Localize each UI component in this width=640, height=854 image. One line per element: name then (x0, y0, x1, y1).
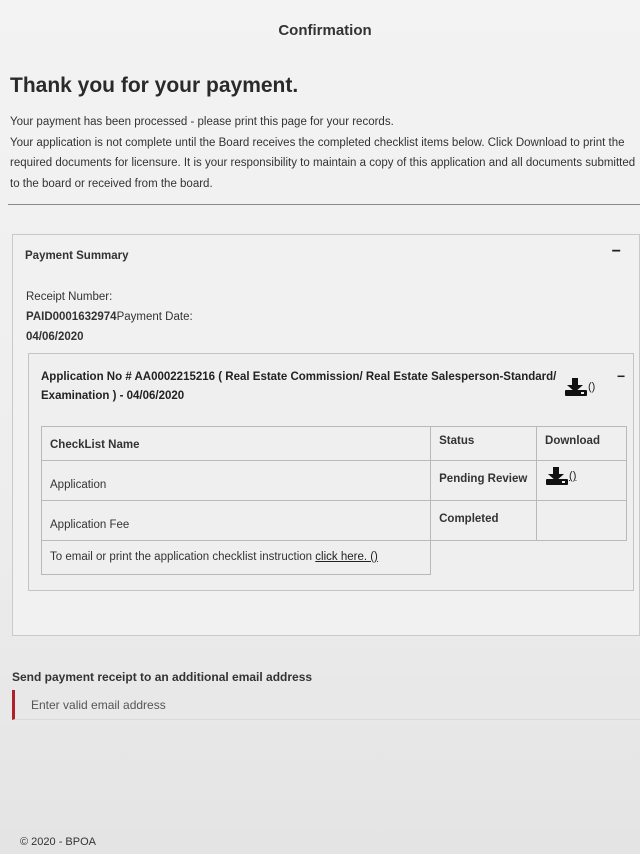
table-row (42, 501, 627, 541)
email-section-title: Send payment receipt to an additional email address (12, 670, 313, 684)
checklist-instruction-link[interactable]: click here. () (315, 551, 378, 563)
intro-line-2: Your application is not complete until the Board receives the completed checklist items below. Click Download to print the required documents for licensure. It is your responsibility to maintain a copy of this application and all documents submitted to the board or received from the board. (10, 136, 636, 190)
application-download[interactable] (564, 378, 595, 396)
column-header-download: Download (537, 427, 627, 461)
checklist-download-cell (537, 501, 627, 541)
collapse-application-icon[interactable]: − (617, 368, 626, 384)
page-header-title: Confirmation (278, 22, 372, 39)
divider (8, 204, 640, 205)
checklist-table (41, 426, 627, 575)
payment-summary-card (12, 234, 640, 636)
receipt-line (26, 311, 193, 323)
payment-date: 04/06/2020 (26, 331, 84, 343)
empty-cell (431, 541, 537, 575)
checklist-note-row (42, 541, 627, 575)
application-download-label: () (588, 380, 596, 393)
checklist-download-link[interactable]: () (569, 470, 577, 483)
receipt-number: PAID0001632974 (26, 311, 117, 323)
checklist-name: Application Fee (42, 501, 431, 541)
column-header-name: CheckList Name (42, 427, 431, 461)
payment-date-label: Payment Date: (116, 311, 193, 323)
checklist-note (42, 541, 431, 575)
intro-text (10, 112, 640, 194)
page-title: Thank you for your payment. (10, 74, 299, 97)
table-header-row (42, 427, 627, 461)
download-icon (564, 378, 588, 396)
footer-copyright: © 2020 - BPOA (20, 836, 96, 848)
checklist-download-cell[interactable] (537, 461, 627, 501)
table-row (42, 461, 627, 501)
collapse-summary-icon[interactable]: − (611, 243, 621, 260)
additional-email-input[interactable] (12, 690, 640, 720)
empty-cell (537, 541, 627, 575)
checklist-note-text: To email or print the application checklist instruction (50, 551, 316, 563)
download-icon (545, 467, 569, 485)
checklist-name: Application (42, 461, 431, 501)
payment-summary-title: Payment Summary (25, 250, 129, 262)
column-header-status: Status (431, 427, 537, 461)
checklist-status: Completed (431, 501, 537, 541)
application-heading: Application No # AA0002215216 ( Real Estate Commission/ Real Estate Salesperson-Standard/ Examination ) - 04/06/2020 (41, 371, 557, 402)
application-card (28, 353, 634, 591)
receipt-number-label: Receipt Number: (26, 291, 113, 303)
checklist-status: Pending Review (431, 461, 537, 501)
intro-line-1: Your payment has been processed - please print this page for your records. (10, 116, 394, 128)
